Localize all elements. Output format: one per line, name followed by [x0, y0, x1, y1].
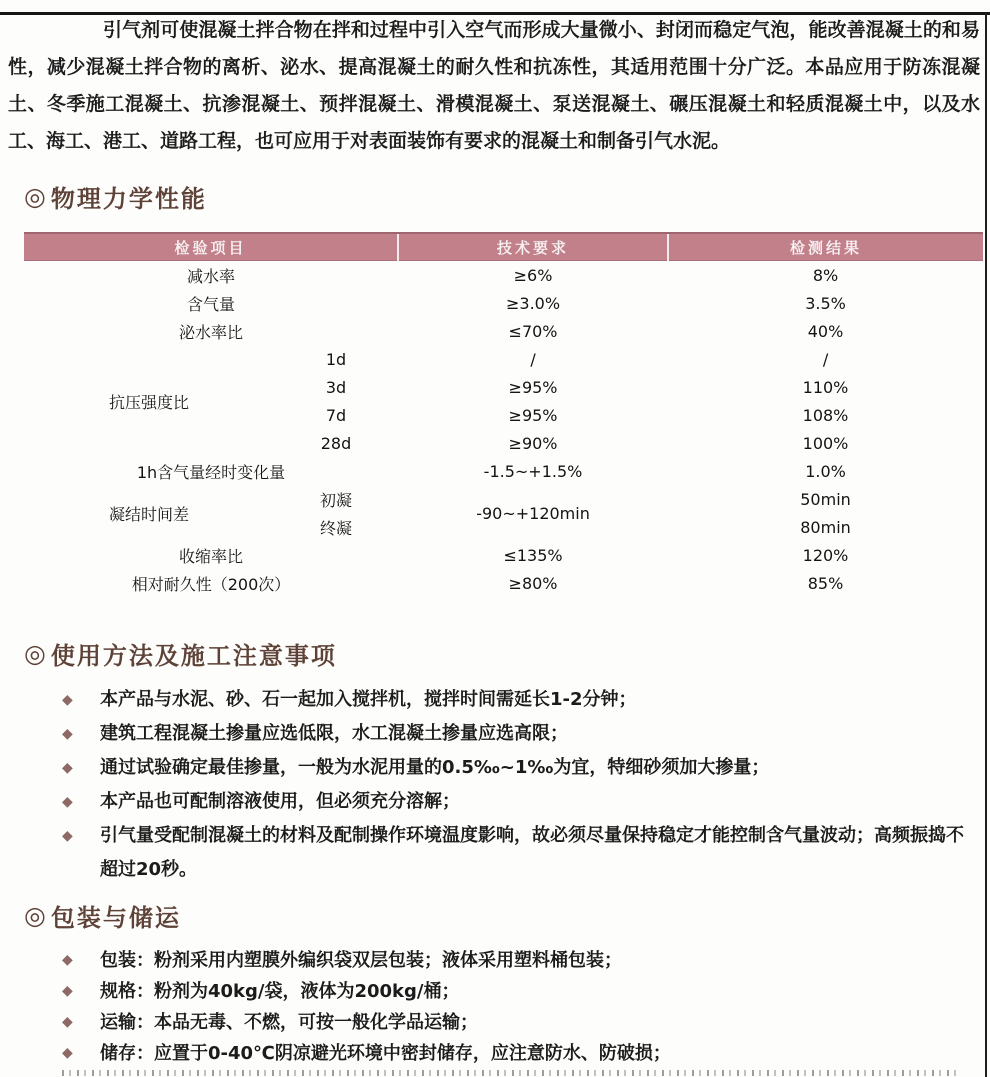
usage-list [0, 683, 990, 887]
row-label: 含气量 [187, 294, 236, 314]
row-requirement: ≥80% [508, 573, 558, 593]
column-header-requirement: 技术要求 [398, 233, 668, 261]
diamond-bullet-icon: ◆ [62, 794, 73, 810]
packaging-item [62, 945, 978, 976]
packaging-item [62, 1038, 978, 1069]
table-row [24, 289, 983, 317]
packaging-item-text: 运输：本品无毒、不燃，可按一般化学品运输； [100, 1012, 478, 1033]
table-row [24, 569, 983, 597]
section-title-physical: 物理力学性能 [50, 184, 207, 213]
row-sub-label: 28d [320, 433, 352, 453]
usage-item [62, 683, 978, 717]
row-label: 1h含气量经时变化量 [136, 462, 286, 482]
row-result: 1.0% [805, 461, 846, 481]
row-requirement: / [530, 349, 536, 369]
usage-item [62, 751, 978, 785]
row-requirement: ≥95% [508, 405, 558, 425]
row-result: 50min [800, 489, 851, 509]
diamond-bullet-icon: ◆ [62, 726, 73, 742]
row-sub-label: 终凝 [320, 518, 353, 538]
row-requirement: ≤135% [503, 545, 563, 565]
top-border-line [0, 12, 990, 15]
table-header-row [24, 233, 983, 261]
packaging-item [62, 976, 978, 1007]
diamond-bullet-icon: ◆ [62, 760, 73, 776]
packaging-item [62, 1007, 978, 1038]
row-sub-label: 1d [325, 349, 347, 369]
row-result: 120% [802, 545, 849, 565]
row-group-label: 抗压强度比 [108, 392, 189, 412]
usage-item [62, 819, 978, 887]
diamond-bullet-icon: ◆ [62, 828, 73, 844]
row-sub-label: 初凝 [320, 490, 353, 510]
row-group-label: 凝结时间差 [108, 504, 189, 524]
clipped-text-line [62, 1070, 957, 1076]
row-requirement: ≥95% [508, 377, 558, 397]
section-title-packaging: 包装与储运 [50, 903, 181, 932]
row-result: 110% [802, 377, 849, 397]
row-label: 减水率 [187, 266, 236, 286]
usage-item-text: 本产品也可配制溶液使用，但必须充分溶解； [100, 791, 460, 812]
double-circle-icon: ◎ [24, 900, 46, 930]
diamond-bullet-icon: ◆ [62, 952, 73, 968]
table-row [24, 541, 983, 569]
row-result: 80min [800, 517, 851, 537]
row-sub-label: 7d [325, 405, 347, 425]
row-result: / [822, 349, 829, 369]
column-header-item: 检验项目 [24, 233, 398, 261]
table-row [24, 317, 983, 345]
row-label: 收缩率比 [179, 546, 244, 566]
packaging-item-text: 包装：粉剂采用内塑膜外编织袋双层包装；液体采用塑料桶包装； [100, 950, 622, 971]
double-circle-icon: ◎ [24, 181, 46, 211]
row-requirement: ≥6% [513, 265, 553, 285]
row-result: 3.5% [805, 293, 846, 313]
section-title-usage: 使用方法及施工注意事项 [50, 641, 337, 670]
row-label: 相对耐久性（200次） [131, 574, 291, 594]
table-row [24, 345, 983, 373]
row-result: 8% [812, 265, 839, 285]
row-requirement: -90~+120min [476, 503, 590, 523]
usage-item-text: 引气量受配制混凝土的材料及配制操作环境温度影响，故必须尽量保持稳定才能控制含气量波动；高频振捣不超过20秒。 [100, 825, 964, 880]
row-requirement: ≤70% [508, 321, 558, 341]
diamond-bullet-icon: ◆ [62, 1014, 73, 1030]
section-heading-packaging [24, 899, 990, 931]
section-heading-usage [24, 637, 990, 669]
row-sub-label: 3d [325, 377, 347, 397]
intro-paragraph: 引气剂可使混凝土拌合物在拌和过程中引入空气而形成大量微小、封闭而稳定气泡，能改善混凝土的和易性，减少混凝土拌合物的离析、泌水、提高混凝土的耐久性和抗冻性，其适用范围十分广泛。本品应用于防冻混凝土、冬季施工混凝土、抗渗混凝土、预拌混凝土、滑模混凝土、泵送混凝土、碾压混凝土和轻质混凝土中，以及水工、海工、港工、道路工程，也可应用于对表面装饰有要求的混凝土和制备引气水泥。 [8, 19, 980, 152]
row-result: 85% [807, 573, 844, 593]
usage-item [62, 785, 978, 819]
diamond-bullet-icon: ◆ [62, 692, 73, 708]
usage-item [62, 717, 978, 751]
packaging-list [0, 945, 990, 1069]
performance-table [24, 232, 983, 597]
table-row [24, 261, 983, 290]
usage-item-text: 建筑工程混凝土掺量应选低限，水工混凝土掺量应选高限； [100, 723, 568, 744]
row-requirement: ≥3.0% [505, 293, 561, 313]
row-result: 108% [802, 405, 849, 425]
usage-item-text: 本产品与水泥、砂、石一起加入搅拌机，搅拌时间需延长1-2分钟； [100, 689, 637, 710]
usage-item-text: 通过试验确定最佳掺量，一般为水泥用量的0.5‰~1‰为宜，特细砂须加大掺量； [100, 757, 770, 778]
diamond-bullet-icon: ◆ [62, 1045, 73, 1061]
packaging-item-text: 规格：粉剂为40kg/袋，液体为200kg/桶； [100, 981, 460, 1002]
table-row [24, 485, 983, 513]
row-requirement: -1.5~+1.5% [483, 461, 583, 481]
section-heading-physical [24, 180, 990, 212]
page-edge-line [985, 12, 987, 1077]
double-circle-icon: ◎ [24, 638, 46, 668]
row-label: 泌水率比 [179, 322, 244, 342]
table-row [24, 457, 983, 485]
row-result: 40% [807, 321, 844, 341]
row-requirement: ≥90% [508, 433, 558, 453]
packaging-item-text: 储存：应置于0-40℃阴凉避光环境中密封储存，应注意防水、防破损； [100, 1043, 671, 1064]
row-result: 100% [802, 433, 849, 453]
diamond-bullet-icon: ◆ [62, 983, 73, 999]
column-header-result: 检测结果 [668, 233, 983, 261]
